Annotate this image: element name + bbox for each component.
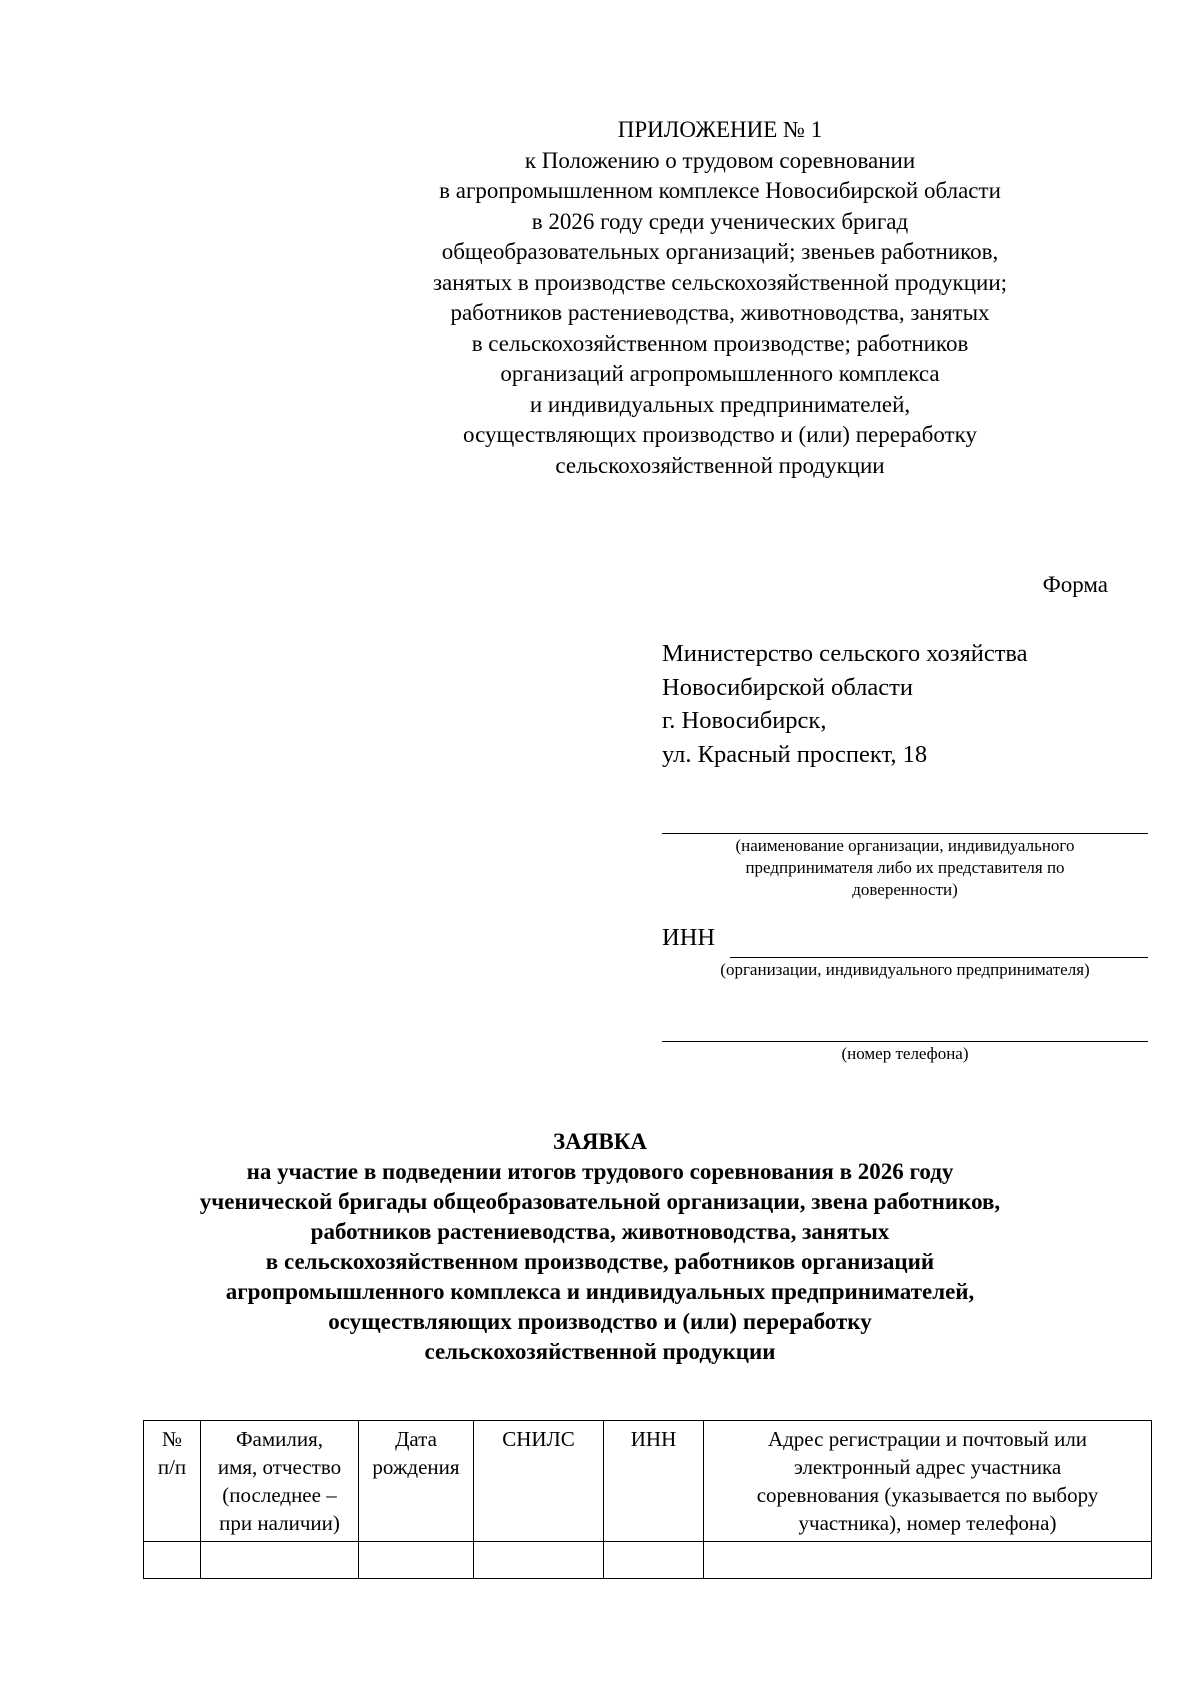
inn-caption: (организации, индивидуального предпринимателя) — [720, 960, 1090, 979]
caption-line: доверенности) — [852, 880, 958, 899]
col-header-inn: ИНН — [604, 1421, 704, 1542]
form-label: Форма — [1042, 572, 1108, 597]
appendix-header — [420, 115, 1020, 481]
appendix-line: осуществляющих производство и (или) переработку — [463, 422, 977, 447]
addressee-block — [662, 637, 1028, 771]
table-cell[interactable] — [704, 1542, 1152, 1579]
title-line: на участие в подведении итогов трудового соревнования в 2026 году — [246, 1159, 954, 1184]
title-line: работников растениеводства, животноводства, занятых — [310, 1219, 890, 1244]
appendix-line: организаций агропромышленного комплекса — [500, 361, 940, 386]
table-cell[interactable] — [144, 1542, 201, 1579]
title-heading: ЗАЯВКА — [553, 1129, 647, 1154]
title-line: сельскохозяйственной продукции — [424, 1339, 776, 1364]
org-name-line[interactable] — [662, 833, 1148, 834]
caption-line: (наименование организации, индивидуального — [735, 836, 1075, 855]
col-header-number: № п/п — [144, 1421, 201, 1542]
appendix-line: в сельскохозяйственном производстве; работников — [471, 330, 969, 356]
participants-table — [143, 1420, 1152, 1579]
title-line: агропромышленного комплекса и индивидуальных предпринимателей, — [225, 1279, 975, 1304]
application-title — [120, 1127, 1080, 1367]
appendix-line: в агропромышленном комплексе Новосибирской области — [439, 178, 1001, 203]
addressee-line: Новосибирской области — [662, 673, 913, 701]
appendix-line: сельскохозяйственной продукции — [555, 452, 885, 478]
inn-line[interactable] — [730, 957, 1148, 958]
appendix-line: и индивидуальных предпринимателей, — [529, 391, 911, 417]
org-name-caption — [662, 835, 1148, 901]
addressee-line: г. Новосибирск, — [662, 707, 827, 734]
phone-line[interactable] — [662, 1041, 1148, 1042]
table-cell[interactable] — [474, 1542, 604, 1579]
phone-caption: (номер телефона) — [841, 1044, 969, 1063]
title-line: в сельскохозяйственном производстве, работников организаций — [265, 1249, 935, 1274]
table-header-row — [144, 1421, 1152, 1542]
addressee-line: ул. Красный проспект, 18 — [662, 740, 928, 768]
table-row — [144, 1542, 1152, 1579]
table-cell[interactable] — [604, 1542, 704, 1579]
col-header-address: Адрес регистрации и почтовый или электронный адрес участника соревнования (указывается по выбору участника), номер телефона) — [704, 1421, 1152, 1542]
col-header-birth-date: Дата рождения — [359, 1421, 474, 1542]
caption-line: предпринимателя либо их представителя по — [745, 858, 1065, 877]
appendix-line: общеобразовательных организаций; звеньев работников, — [441, 239, 999, 264]
col-header-snils: СНИЛС — [474, 1421, 604, 1542]
appendix-line: занятых в производстве сельскохозяйственной продукции; — [432, 269, 1008, 295]
inn-label: ИНН — [662, 924, 716, 951]
title-line: осуществляющих производство и (или) переработку — [328, 1309, 872, 1334]
addressee-line: Министерство сельского хозяйства — [662, 640, 1028, 667]
appendix-line: ПРИЛОЖЕНИЕ № 1 — [617, 117, 823, 142]
table-cell[interactable] — [359, 1542, 474, 1579]
appendix-line: к Положению о трудовом соревновании — [524, 147, 916, 173]
title-line: ученической бригады общеобразовательной организации, звена работников, — [199, 1189, 1001, 1214]
appendix-line: в 2026 году среди ученических бригад — [531, 208, 909, 234]
table-cell[interactable] — [201, 1542, 359, 1579]
col-header-full-name: Фамилия, имя, отчество (последнее – при наличии) — [201, 1421, 359, 1542]
appendix-line: работников растениеводства, животноводства, занятых — [450, 300, 990, 325]
